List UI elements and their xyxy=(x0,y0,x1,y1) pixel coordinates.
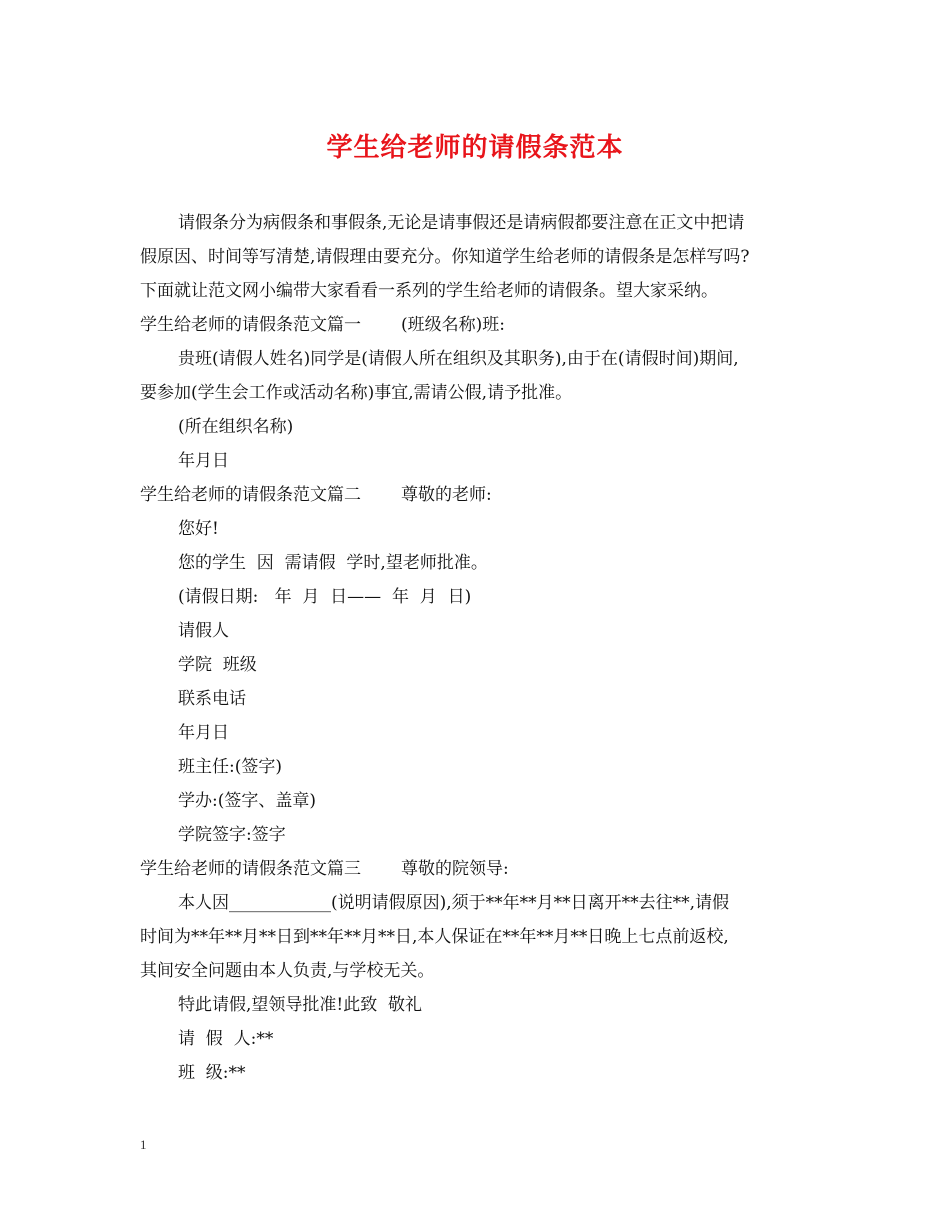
document-title: 学生给老师的请假条范本 xyxy=(326,133,624,163)
sample1-heading-line xyxy=(140,308,832,342)
sample2-college-class: 学院 班级 xyxy=(178,655,257,675)
sample1-body-line: 要参加(学生会工作或活动名称)事宜,需请公假,请予批准。 xyxy=(140,383,573,403)
sample1-org: (所在组织名称) xyxy=(178,417,294,437)
sample3-heading-line xyxy=(140,852,832,886)
sample2-heading: 学生给老师的请假条范文篇二 xyxy=(140,485,361,505)
intro-line: 假原因、时间等写清楚,请假理由要充分。你知道学生给老师的请假条是怎样写吗? xyxy=(140,247,750,267)
sample1-salutation: (班级名称)班: xyxy=(401,315,505,335)
sample3-applicant: 请 假 人:** xyxy=(178,1029,274,1049)
sample2-date: 年月日 xyxy=(178,723,229,743)
sample2-heading-line xyxy=(140,478,832,512)
sample2-applicant: 请假人 xyxy=(178,621,229,641)
sample2-phone: 联系电话 xyxy=(178,689,246,709)
intro-line: 请假条分为病假条和事假条,无论是请事假还是请病假都要注意在正文中把请 xyxy=(178,213,745,233)
sample1-heading: 学生给老师的请假条范文篇一 xyxy=(140,315,361,335)
sample1-date: 年月日 xyxy=(178,451,229,471)
sample3-class: 班 级:** xyxy=(178,1063,246,1083)
sample3-body-line: 其间安全问题由本人负责,与学校无关。 xyxy=(140,961,435,981)
document-body xyxy=(140,206,832,1090)
intro-line: 下面就让范文网小编带大家看看一系列的学生给老师的请假条。望大家采纳。 xyxy=(140,281,718,301)
sample3-closing: 特此请假,望领导批准!此致 敬礼 xyxy=(178,995,423,1015)
sample3-body-line: 本人因____________(说明请假原因),须于**年**月**日离开**去往**,请假 xyxy=(178,893,730,913)
sample2-college-sign: 学院签字:签字 xyxy=(178,825,286,845)
sample2-body: 您的学生 因 需请假 学时,望老师批准。 xyxy=(178,553,488,573)
sample3-heading: 学生给老师的请假条范文篇三 xyxy=(140,859,361,879)
sample2-student-office: 学办:(签字、盖章) xyxy=(178,791,316,811)
sample2-salutation: 尊敬的老师: xyxy=(401,485,492,505)
sample1-body-line: 贵班(请假人姓名)同学是(请假人所在组织及其职务),由于在(请假时间)期间, xyxy=(178,349,739,369)
sample3-body-line: 时间为**年**月**日到**年**月**日,本人保证在**年**月**日晚上七点前返校, xyxy=(140,927,729,947)
sample2-head-teacher: 班主任:(签字) xyxy=(178,757,282,777)
page-number: 1 xyxy=(140,1137,147,1152)
sample2-leave-date: (请假日期: 年 月 日—— 年 月 日) xyxy=(178,587,472,607)
sample2-greeting: 您好! xyxy=(178,519,219,539)
sample3-salutation: 尊敬的院领导: xyxy=(401,859,509,879)
